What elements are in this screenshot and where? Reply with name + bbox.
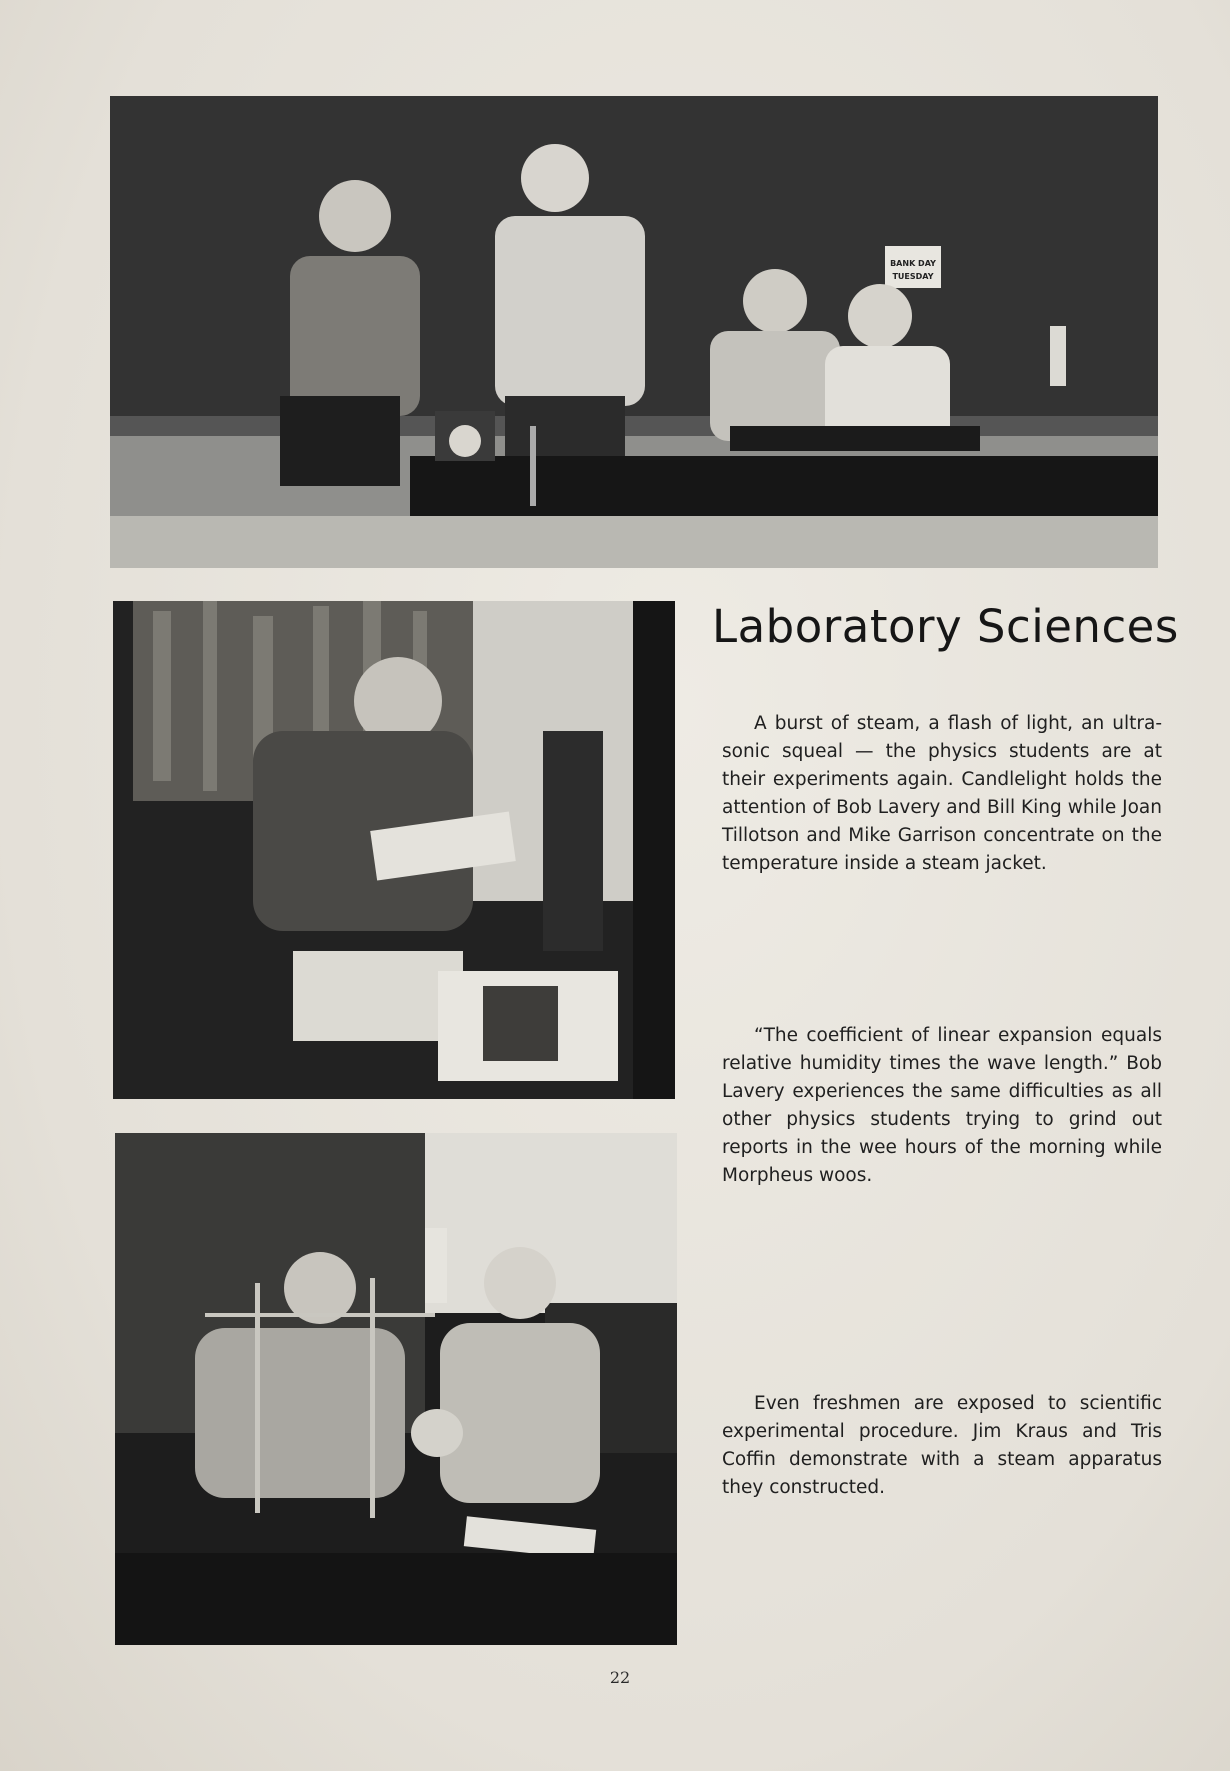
photo-physics-lab-group-image [110,96,1158,568]
caption-student-writing-report: “The coefficient of linear expansion equals relative humidity times the wave length.” Bob Lavery experiences the same difficulties as all other physics students trying to grind out reports in the wee hours of the morning while Morpheus woos. [722,1025,1162,1186]
caption-physics-lab-group: A burst of steam, a flash of light, an ultra-sonic squeal — the physics students are at their experiments again. Candlelight holds the attention of Bob Lavery and Bill King while Joan Tillotson and Mike Garrison concentrate on the temperature inside a steam jacket. [722,713,1162,874]
photo-physics-lab-group [110,96,1158,568]
page-number: 22 [609,1668,631,1687]
photo-freshmen-steam-apparatus-image [115,1133,677,1645]
photo-freshmen-steam-apparatus [115,1133,677,1645]
photo-student-writing-report [113,601,675,1099]
photo-student-writing-report-image [113,601,675,1099]
sign-line-2: TUESDAY [892,272,934,281]
page-heading: Laboratory Sciences [712,600,1179,653]
sign-line-1: BANK DAY [890,259,936,268]
caption-freshmen-steam-apparatus: Even freshmen are exposed to scientific experimental procedure. Jim Kraus and Tris Coffin demonstrate with a steam apparatus they constructed. [722,1393,1162,1498]
